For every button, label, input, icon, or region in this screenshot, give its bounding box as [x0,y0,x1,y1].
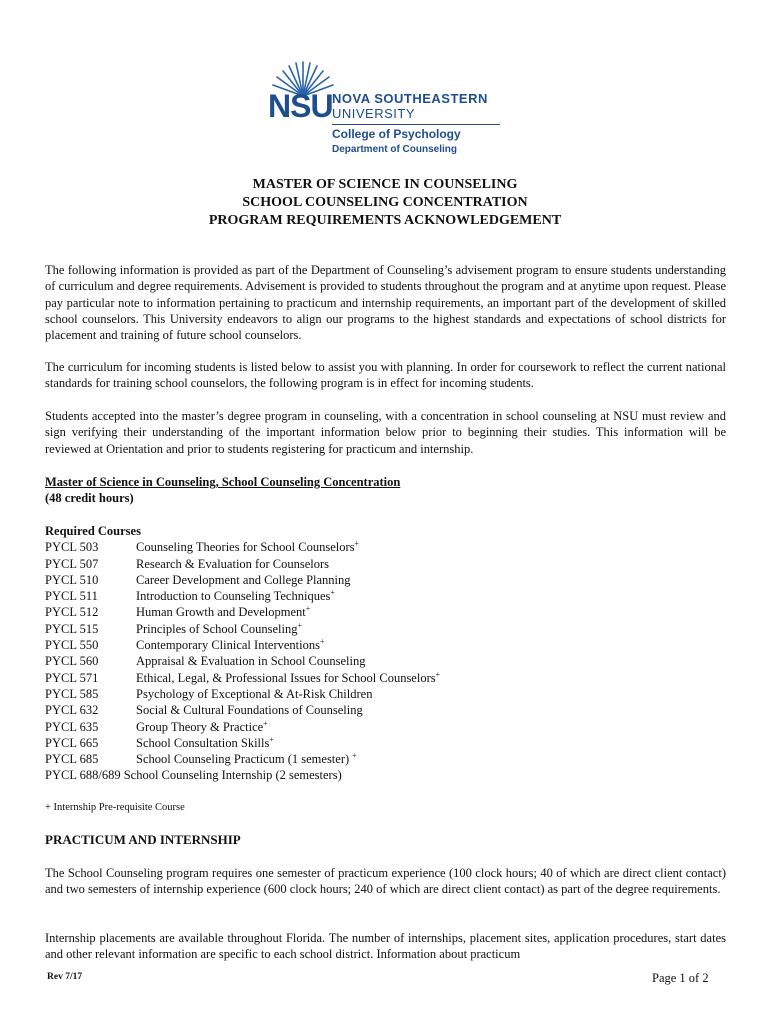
course-row [45,670,645,686]
revision-label: Rev 7/17 [47,972,83,982]
course-title-text: School Counseling Practicum (1 semester) [136,752,353,767]
course-title-text: Social & Cultural Foundations of Counseling [136,703,363,718]
prerequisite-mark: + [330,588,335,598]
course-title [136,702,363,718]
course-title-text: Appraisal & Evaluation in School Counseling [136,654,366,669]
prerequisite-mark: + [435,669,441,679]
course-code: PYCL 635 [45,719,99,734]
course-code: PYCL 511 [45,589,98,604]
course-title-text: Human Growth and Development [136,605,306,620]
course-title [136,670,440,686]
course-title-text: Principles of School Counseling [136,621,298,636]
course-title-text: Group Theory & Practice [136,719,264,734]
course-row [45,539,645,555]
prerequisite-mark: + [319,636,325,646]
course-list [45,539,645,767]
course-code: PYCL 510 [45,572,99,587]
course-title [136,572,351,588]
course-title [136,653,366,669]
course-row [45,653,645,669]
nsu-letters: NSU [268,88,333,124]
internship-course-line: PYCL 688/689 School Counseling Internship (2 semesters) [45,768,342,783]
practicum-heading: PRACTICUM AND INTERNSHIP [45,832,241,847]
course-row [45,621,645,637]
course-title-text: Counseling Theories for School Counselors [136,540,355,555]
required-courses [45,523,645,784]
intro-paragraph: The following information is provided as part of the Department of Counseling’s advisement program to ensure students understanding of curriculum and degree requirements. Advisement is provided to students throughout the program and at anytime upon request. Please pay particular note to information pertaining to practicum and internship requirements, an important part of the development of skilled school counselors. This University endeavors to align our programs to the highest standards and expectations of school districts for placement and training of future school counselors. [45,263,726,343]
college-name: College of Psychology [332,127,461,141]
course-title-text: Psychology of Exceptional & At-Risk Children [136,686,373,701]
course-title [136,604,310,620]
prerequisite-mark: + [269,734,274,744]
course-row [45,572,645,588]
university-name-line2: UNIVERSITY [332,106,416,121]
course-code: PYCL 550 [45,638,99,653]
course-row [45,719,645,735]
course-title [136,735,274,751]
course-title [136,539,359,555]
course-row [45,588,645,604]
course-code: PYCL 632 [45,703,99,718]
course-title [136,719,268,735]
course-title-text: Career Development and College Planning [136,572,351,587]
course-code: PYCL 560 [45,654,99,669]
acceptance-paragraph: Students accepted into the master’s degree program in counseling, with a concentration in school counseling at NSU must review and sign verifying their understanding of the important information below prior to beginning their studies. This information will be reviewed at Orientation and prior to students registering for practicum and internship. [45,409,726,456]
course-code: PYCL 685 [45,752,99,767]
department-name: Department of Counseling [332,144,458,155]
course-title-text: Ethical, Legal, & Professional Issues for School Counselors [136,670,436,685]
curriculum-paragraph: The curriculum for incoming students is listed below to assist you with planning. In order for coursework to reflect the current national standards for training school counselors, the following program is in effect for incoming students. [45,360,726,391]
course-row [45,735,645,751]
course-title-text: School Consultation Skills [136,735,270,750]
prerequisite-mark: + [354,539,360,549]
title-line2: SCHOOL COUNSELING CONCENTRATION [242,195,528,210]
prerequisite-mark: + [305,604,311,614]
document-title [0,176,770,230]
course-row [45,604,645,620]
courses-heading: Required Courses [45,524,141,538]
course-code: PYCL 503 [45,540,99,555]
prerequisite-mark: + [297,620,302,630]
course-code: PYCL 507 [45,556,99,571]
course-row [45,637,645,653]
title-line1: MASTER OF SCIENCE IN COUNSELING [252,177,518,192]
program-credits: (48 credit hours) [45,491,134,506]
course-title-text: Research & Evaluation for Counselors [136,556,330,571]
course-title [136,751,357,767]
logo-divider [332,124,500,125]
prerequisite-mark: + [352,751,357,760]
prerequisite-mark: + [263,718,268,728]
course-title [136,588,335,604]
program-heading: Master of Science in Counseling, School Counseling Concentration [45,475,401,489]
course-code: PYCL 665 [45,735,99,750]
course-title [136,686,372,702]
course-row [45,686,645,702]
university-name-line1: NOVA SOUTHEASTERN [332,91,488,106]
prerequisite-footnote: + Internship Pre-requisite Course [45,802,185,813]
nsu-logo [268,58,508,162]
course-title-text: Contemporary Clinical Interventions [136,638,320,653]
page-number: Page 1 of 2 [652,971,709,985]
course-code: PYCL 512 [45,605,99,620]
course-title [136,621,302,637]
course-row [45,751,645,767]
course-row [45,556,645,572]
course-title [136,556,329,572]
course-title [136,637,325,653]
course-code: PYCL 571 [45,670,99,685]
title-line3: PROGRAM REQUIREMENTS ACKNOWLEDGEMENT [208,213,562,228]
course-title-text: Introduction to Counseling Techniques [136,589,331,604]
internship-paragraph: Internship placements are available throughout Florida. The number of internships, placement sites, application procedures, start dates and other relevant information are specific to each school district. Information about practicum [45,931,726,962]
program-heading-block [45,474,726,507]
practicum-paragraph: The School Counseling program requires one semester of practicum experience (100 clock hours; 40 of which are direct client contact) and two semesters of internship experience (600 clock hours; 240 of which are direct client contact) as part of the degree requirements. [45,866,726,897]
course-code: PYCL 515 [45,621,99,636]
course-code: PYCL 585 [45,686,99,701]
course-row [45,702,645,718]
